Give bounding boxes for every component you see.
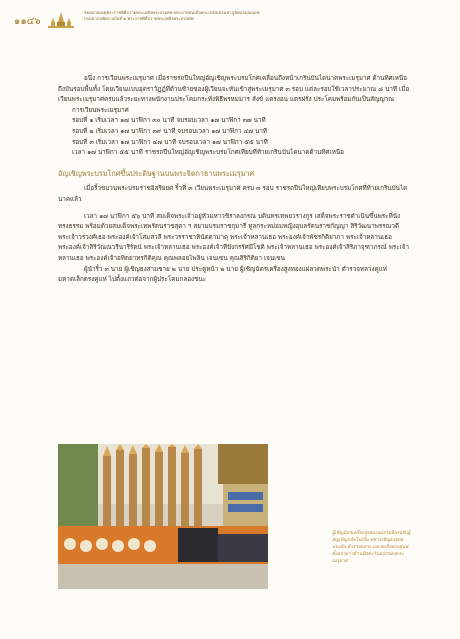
section-heading: อัญเชิญพระบรมโกศขึ้นประดิษฐานบนพระจิตกาธานพระเมรุมาศ xyxy=(58,168,255,178)
ceremony-photo xyxy=(58,444,268,589)
round-item: รอบที่ ๑ เริ่มเวลา ๑๗ นาฬิกา ๓๐ นาที จบรอบเวลา ๑๗ นาฬิกา ๓๗ นาที xyxy=(72,117,266,125)
page-number: ๑๑๔๖ xyxy=(14,16,41,27)
round-item: รอบที่ ๒ เริ่มเวลา ๑๗ นาฬิกา ๓๙ นาที จบรอบเวลา ๑๗ นาฬิกา ๔๗ นาที xyxy=(72,127,268,135)
rounds-title: การเวียนพระเมรุมาศ xyxy=(72,106,129,114)
paragraph-procession: เมื่อริ้วขบวนพระบรมราชอิสริยยศ ริ้วที่ ๓ เวียนพระเมรุมาศ ครบ ๓ รอบ ราชรถปืนใหญ่เทียบพระบรมโกศที่ท้ายเกรินบันไดนาคแล้ว xyxy=(58,185,408,203)
royal-emblem-icon xyxy=(46,10,76,30)
body-text xyxy=(58,74,410,286)
page-header xyxy=(0,0,460,36)
paragraph-attendants: ผู้นำริ้ว ๓ นาย ผู้เชิญธงสามชาย ๒ นาย ประตูหน้า ๒ นาย ผู้เชิญฉัตรเครื่องสูงทองแผ่ลวดพระนำ ตำรวจหลวงคู่แห่ มหาดเล็กตรงคู่แห่ ไปตั้งแถวต่อจากผู้ประโคมกลองชนะ xyxy=(58,265,387,284)
paragraph-circumambulation: อนึ่ง การเวียนพระเมรุมาศ เมื่อราชรถปืนใหญ่อัญเชิญพระบรมโกศเคลื่อนถึงหน้าเกรินบันไดนาคพระเมรุมาศ ด้านทิศเหนือถึงบันรอบพื้นทั้ง โดยเวียนแบบอุตราวัฏฏ์ที่ด้านซ้ายของผู้เวียนจะหันเข้าสู่พระเมรุมาศ ๓ รอบ แต่ละรอบใช้เวลาประมาณ ๘ นาที เมื่อเวียนพระเมรุมาศครบแล้วระยะทางพนักงานประโคมกระทั่งพิธีพรหมมาร สังข์ แตรงอน แตรฝรั่ง ประโคมพร้อมกันเป็นสัญญาณ xyxy=(58,75,410,104)
round-item: รอบที่ ๓ เริ่มเวลา ๑๗ นาฬิกา ๔๗ นาที จบรอบเวลา ๑๗ นาฬิกา ๕๕ นาที xyxy=(72,138,268,146)
paragraph-royal-arrival: เวลา ๑๗ นาฬิกา ๕๖ นาที สมเด็จพระเจ้าอยู่หัวมหาวชิราลงกรณ บดินทรเทพยวรางกูร เสด็จพระราชดำเนินขึ้นพระที่นั่งทรงธรรม พร้อมด้วยสมเด็จพระเทพรัตนราชสุดา ฯ สยามบรมราชกุมารี ทูลกระหม่อมหญิงอุบลรัตนราชกัญญา สิริวัฒนาพรรณวดี พระเจ้าวรวงศ์เธอ พระองค์เจ้าโสมสวลี พระวรราชาทินัดดามาตุ พระเจ้าหลานเธอ พระองค์เจ้าพัชรกิติยาภา พระเจ้าหลานเธอ พระองค์เจ้าสิริวัณณวรีนารีรัตน์ พระเจ้าหลานเธอ พระองค์เจ้าทีปังกรรัศมีโชติ พระเจ้าหลานเธอ พระองค์เจ้าสิริภาจุฑาภรณ์ พระเจ้าหลานเธอ พระองค์เจ้าอทิตยาทรกิติคุณ คุณพลอยไพลิน เจนเซน คุณสิริกิติยา เจนเซน xyxy=(58,212,410,262)
header-text xyxy=(84,10,284,22)
round-item: เวลา ๑๗ นาฬิกา ๕๕ นาที ราชรถปืนใหญ่อัญเชิญพระบรมโกศเทียบที่ท้ายเกรินบันไดนาคด้านทิศเหนือ xyxy=(72,149,344,157)
header-line-1: จดหมายเหตุพระราชพิธีถวายพระเพลิงพระบรมศพ พระบาทสมเด็จพระปรมินทรมหาภูมิพลอดุลยเดช xyxy=(84,10,260,15)
photo-caption: ผู้เชิญฉัตรเครื่องสูงทองแผ่ลวดยืนรอรับผู้อัญเชิญกลับไปเป็น ทหารเชิญธงยุทธประดับ ตำรวจหลวง มหาดเล็กตรงคู่แห่ ตั้งแถวยาวด้านทิศตะวันออกของพระเมรุมาศ xyxy=(332,531,411,564)
rounds-list xyxy=(58,116,410,158)
header-line-2: บรมนาถบพิตร ฉบับที่ ๒ พระราชพิธีถวายพระเพลิงพระบรมศพ xyxy=(84,16,194,21)
